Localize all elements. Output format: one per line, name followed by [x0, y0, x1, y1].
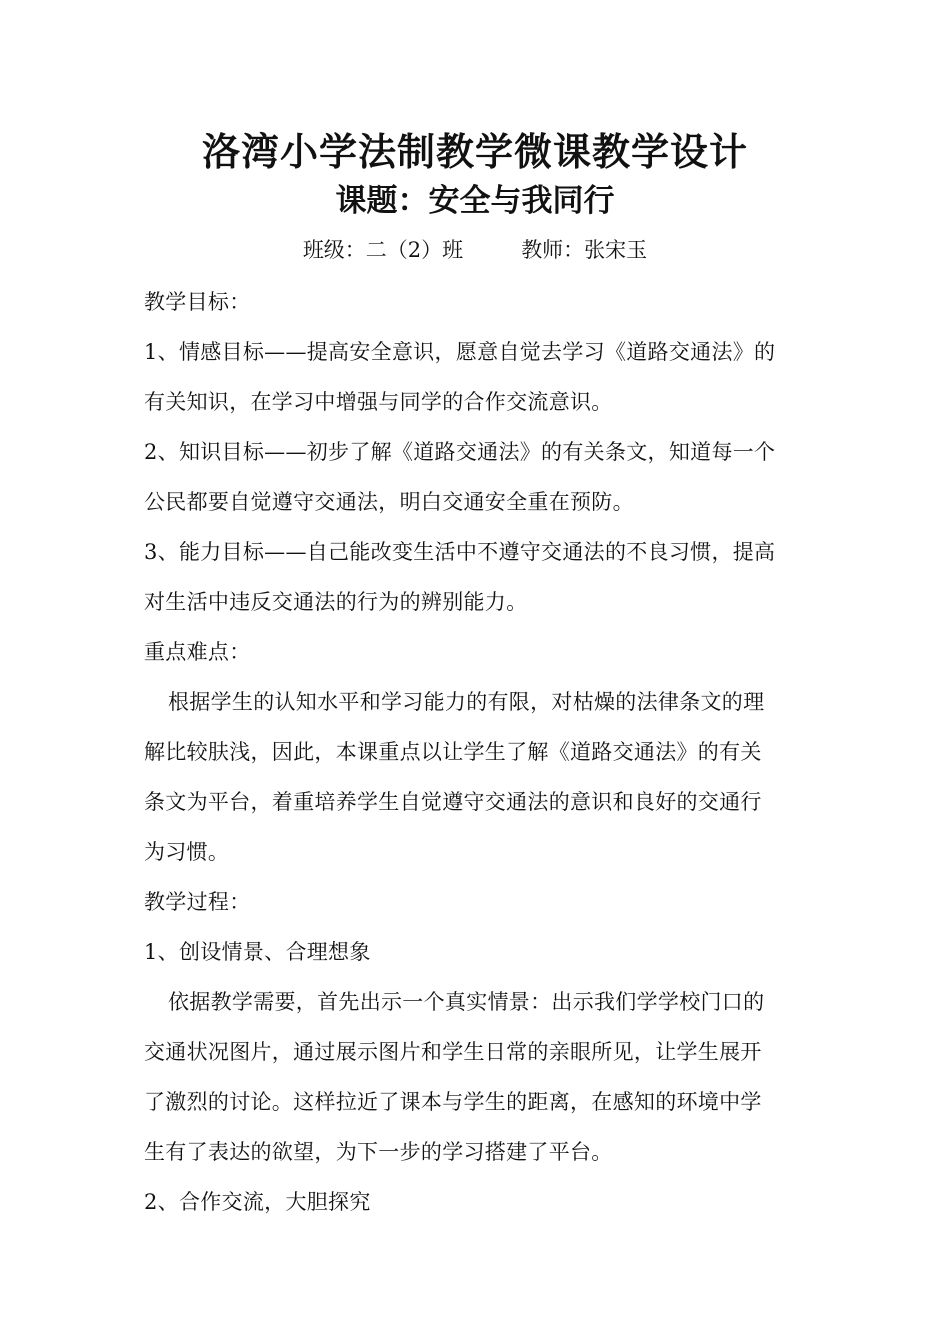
- step-heading: 2、合作交流，大胆探究: [144, 1190, 371, 1214]
- class-label: 班级：二（2）班: [302, 238, 464, 262]
- body-line: 1、情感目标——提高安全意识，愿意自觉去学习《道路交通法》的: [144, 340, 776, 364]
- body-line: 对生活中违反交通法的行为的辨别能力。: [144, 590, 528, 614]
- body-line: 了激烈的讨论。这样拉近了课本与学生的距离，在感知的环境中学: [144, 1090, 762, 1114]
- section-heading-objectives: 教学目标：: [144, 290, 251, 314]
- body-line: 3、能力目标——自己能改变生活中不遵守交通法的不良习惯，提高: [144, 540, 776, 564]
- body-line: 交通状况图片，通过展示图片和学生日常的亲眼所见，让学生展开: [144, 1040, 762, 1064]
- body-line: 解比较肤浅，因此，本课重点以让学生了解《道路交通法》的有关: [144, 740, 762, 764]
- lesson-subtitle: 课题：安全与我同行: [335, 183, 615, 219]
- teacher-label: 教师：张宋玉: [521, 238, 648, 262]
- body-line: 依据教学需要，首先出示一个真实情景：出示我们学学校门口的: [168, 990, 765, 1014]
- body-line: 有关知识，在学习中增强与同学的合作交流意识。: [144, 390, 613, 414]
- section-heading-key-points: 重点难点：: [144, 640, 251, 664]
- body-line: 根据学生的认知水平和学习能力的有限，对枯燥的法律条文的理: [168, 690, 765, 714]
- body-line: 2、知识目标——初步了解《道路交通法》的有关条文，知道每一个: [144, 440, 776, 464]
- class-teacher-line: [0, 233, 950, 267]
- body-line: 公民都要自觉遵守交通法，明白交通安全重在预防。: [144, 490, 634, 514]
- step-heading: 1、创设情景、合理想象: [144, 940, 371, 964]
- body-line: 为习惯。: [144, 840, 230, 864]
- body-line: 条文为平台，着重培养学生自觉遵守交通法的意识和良好的交通行: [144, 790, 762, 814]
- document-title: 洛湾小学法制教学微课教学设计: [201, 130, 748, 174]
- section-heading-process: 教学过程：: [144, 890, 251, 914]
- body-line: 生有了表达的欲望，为下一步的学习搭建了平台。: [144, 1140, 613, 1164]
